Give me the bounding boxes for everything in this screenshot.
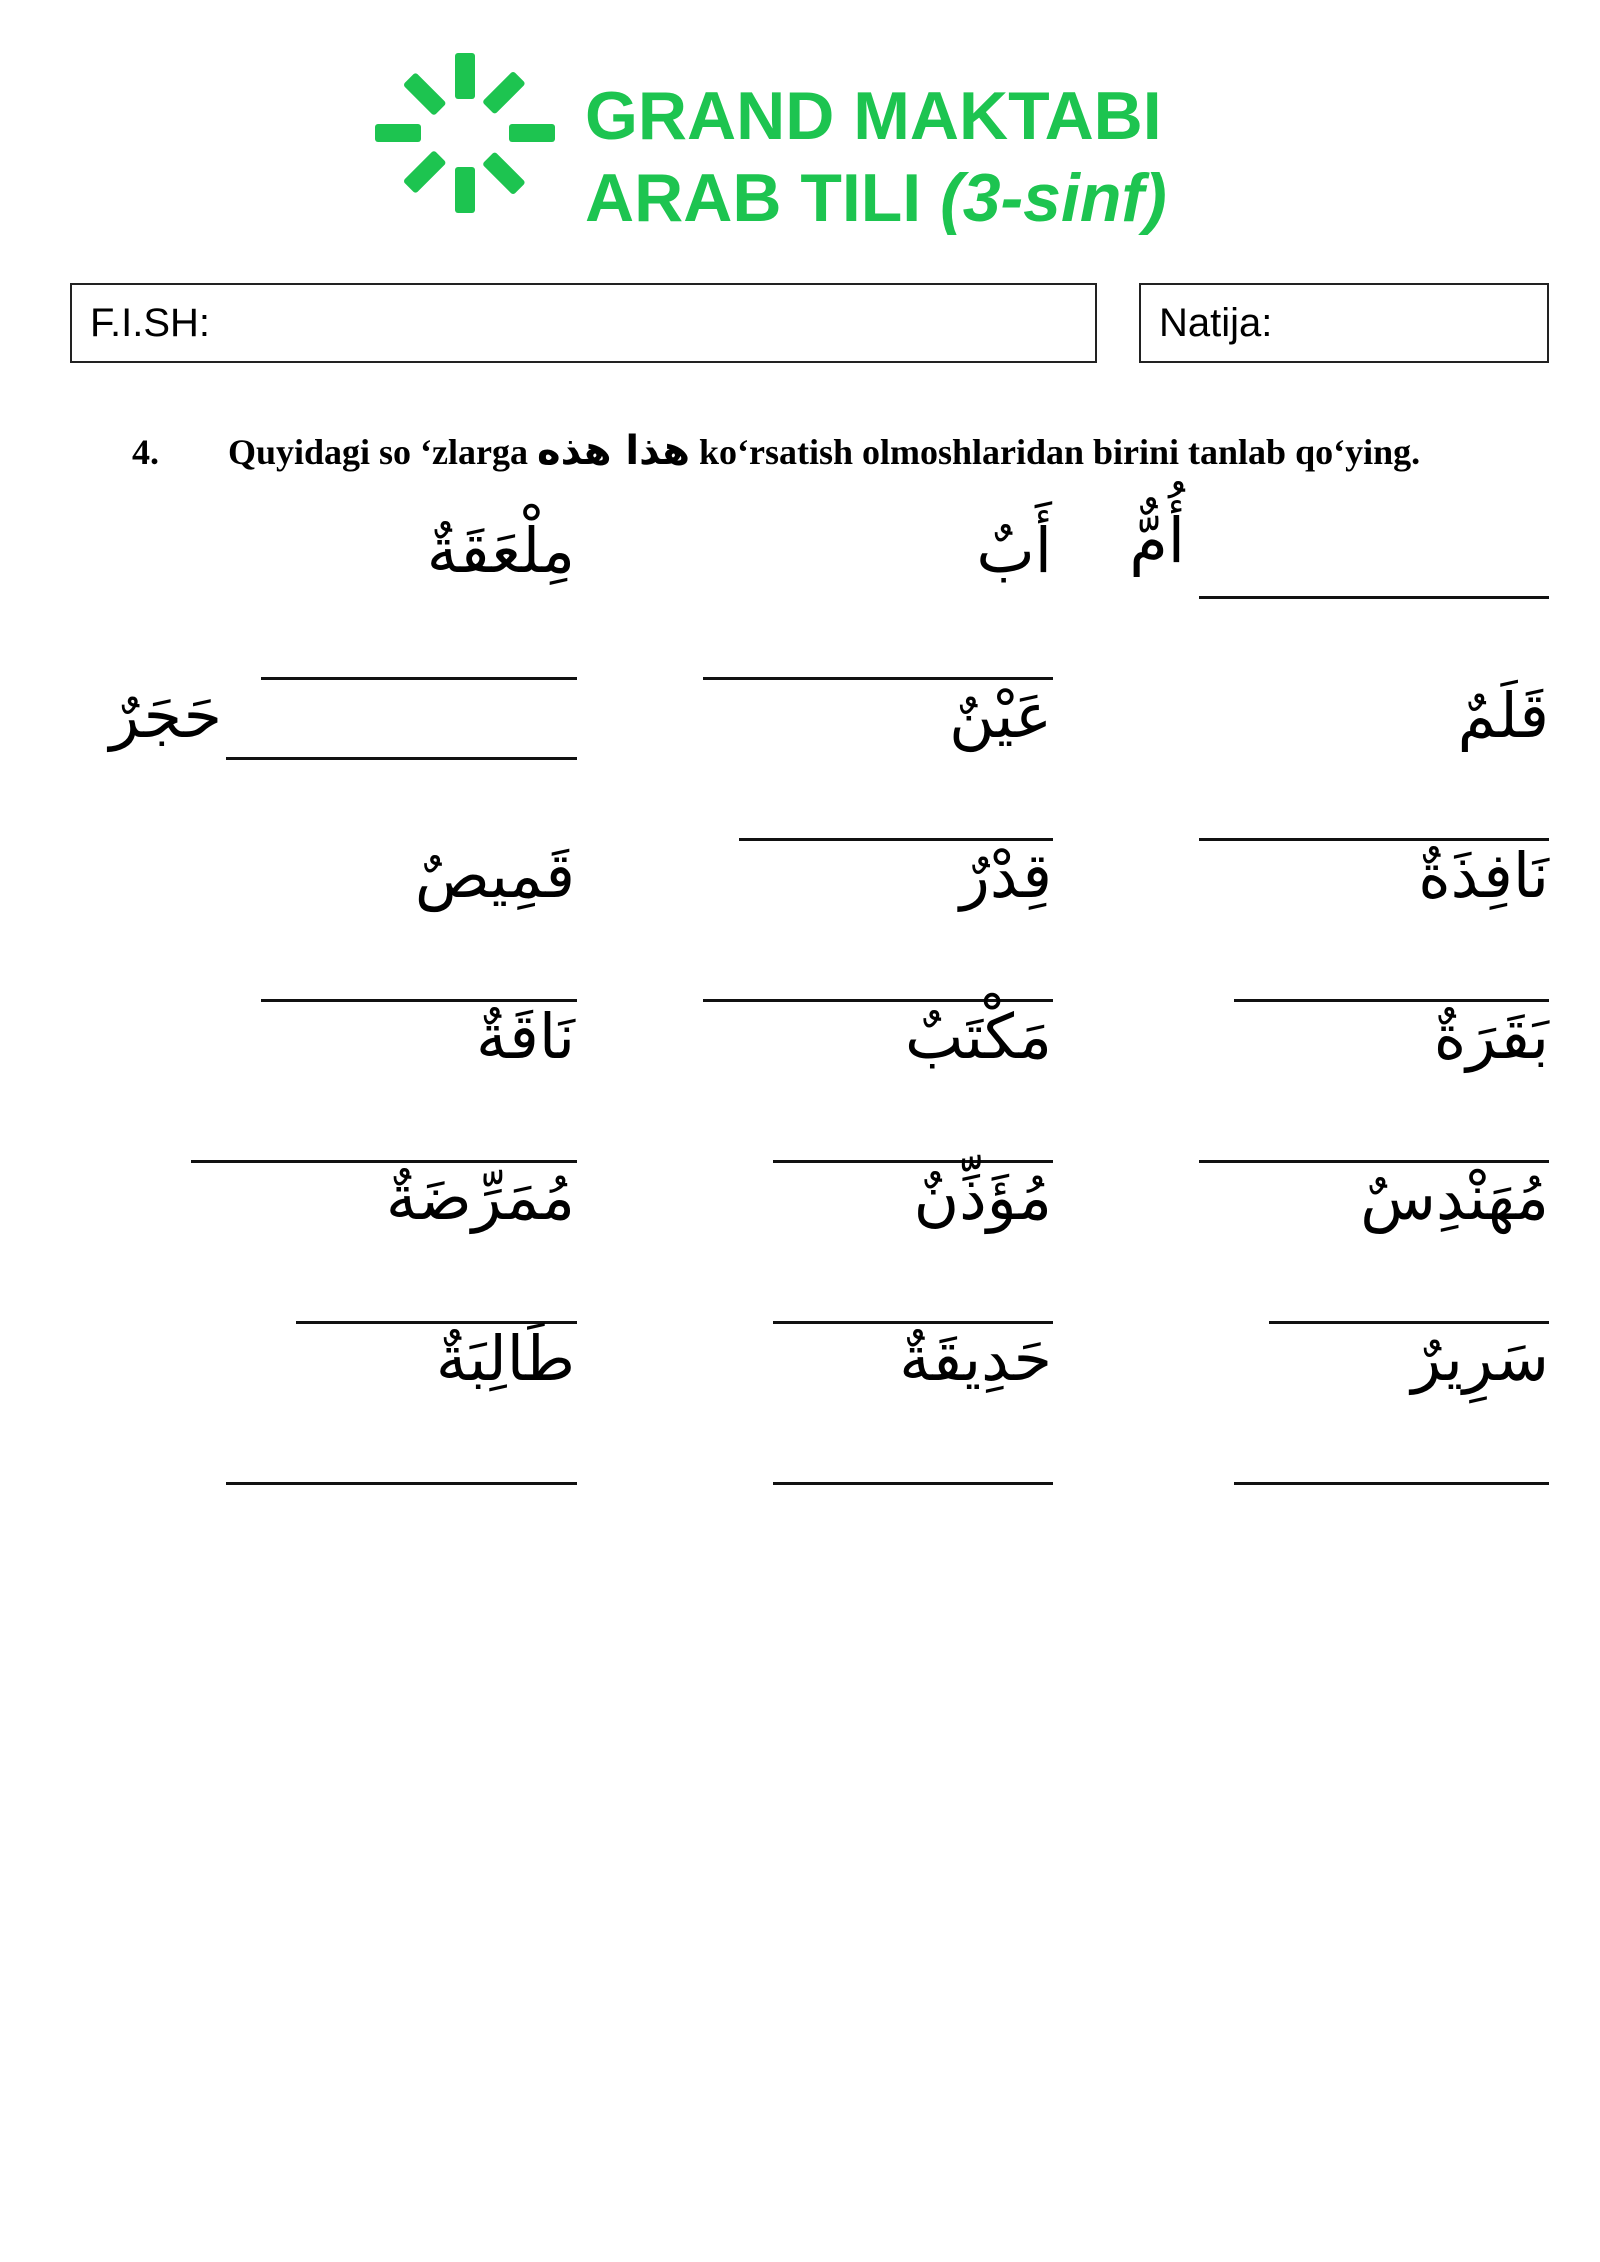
grand-maktabi-logo bbox=[375, 48, 555, 218]
word-maktab: مَكْتَبٌ bbox=[904, 1000, 1052, 1073]
answer-line[interactable] bbox=[226, 1482, 577, 1485]
word-mumarrida: مُمَرِّضَةٌ bbox=[385, 1161, 575, 1234]
word-milaqa: مِلْعَقَةٌ bbox=[426, 514, 575, 587]
logo-ray-left bbox=[375, 124, 421, 142]
answer-line[interactable] bbox=[1199, 596, 1549, 599]
logo-ray-top bbox=[455, 53, 475, 99]
logo-ray-right bbox=[509, 124, 555, 142]
task-text-before: Quyidagi so ‘zlarga bbox=[228, 432, 538, 472]
word-ayn: عَيْنٌ bbox=[949, 679, 1052, 752]
word-hajar: حَجَرٌ bbox=[109, 679, 222, 752]
word-sarir: سَرِيرٌ bbox=[1411, 1322, 1549, 1395]
answer-line[interactable] bbox=[773, 1482, 1053, 1485]
word-baqara: بَقَرَةٌ bbox=[1433, 1000, 1549, 1073]
task-text-after: ko‘rsatish olmoshlaridan birini tanlab qo‘ying. bbox=[689, 432, 1421, 472]
subject-title bbox=[585, 160, 1167, 236]
fish-field[interactable] bbox=[70, 283, 1097, 363]
logo-ray-sw bbox=[403, 150, 447, 194]
answer-line[interactable] bbox=[261, 677, 577, 680]
word-muadhdhin: مُؤَذِّنٌ bbox=[913, 1161, 1052, 1234]
answer-line[interactable] bbox=[226, 757, 577, 760]
word-qalam: قَلَمٌ bbox=[1457, 679, 1549, 752]
word-umm: أُمٌّ bbox=[1129, 504, 1185, 577]
school-title: GRAND MAKTABI bbox=[585, 78, 1162, 154]
subject-name: ARAB TILI bbox=[585, 160, 941, 236]
word-nafidha: نَافِذَةٌ bbox=[1418, 839, 1549, 912]
task-instruction bbox=[132, 428, 1552, 474]
task-number: 4. bbox=[132, 432, 159, 472]
answer-line[interactable] bbox=[1234, 1482, 1549, 1485]
natija-label: Natija: bbox=[1159, 300, 1273, 345]
word-naqa: نَاقَةٌ bbox=[475, 1000, 575, 1073]
logo-ray-bottom bbox=[455, 167, 475, 213]
word-qidr: قِدْرٌ bbox=[959, 839, 1052, 912]
word-muhandis: مُهَنْدِسٌ bbox=[1360, 1161, 1549, 1234]
word-qamis: قَمِيصٌ bbox=[414, 839, 575, 912]
fish-label: F.I.SH: bbox=[90, 300, 211, 345]
logo-ray-ne bbox=[482, 71, 526, 115]
logo-ray-nw bbox=[403, 72, 447, 116]
word-taliba: طَالِبَةٌ bbox=[435, 1322, 575, 1395]
natija-field[interactable] bbox=[1139, 283, 1549, 363]
demonstrative-pronouns: هذا هذه bbox=[537, 428, 690, 474]
grade-label: (3-sinf) bbox=[940, 160, 1167, 236]
word-ab: أَبٌ bbox=[976, 514, 1052, 587]
logo-ray-se bbox=[482, 151, 526, 195]
word-hadiqa: حَدِيقَةٌ bbox=[899, 1322, 1052, 1395]
